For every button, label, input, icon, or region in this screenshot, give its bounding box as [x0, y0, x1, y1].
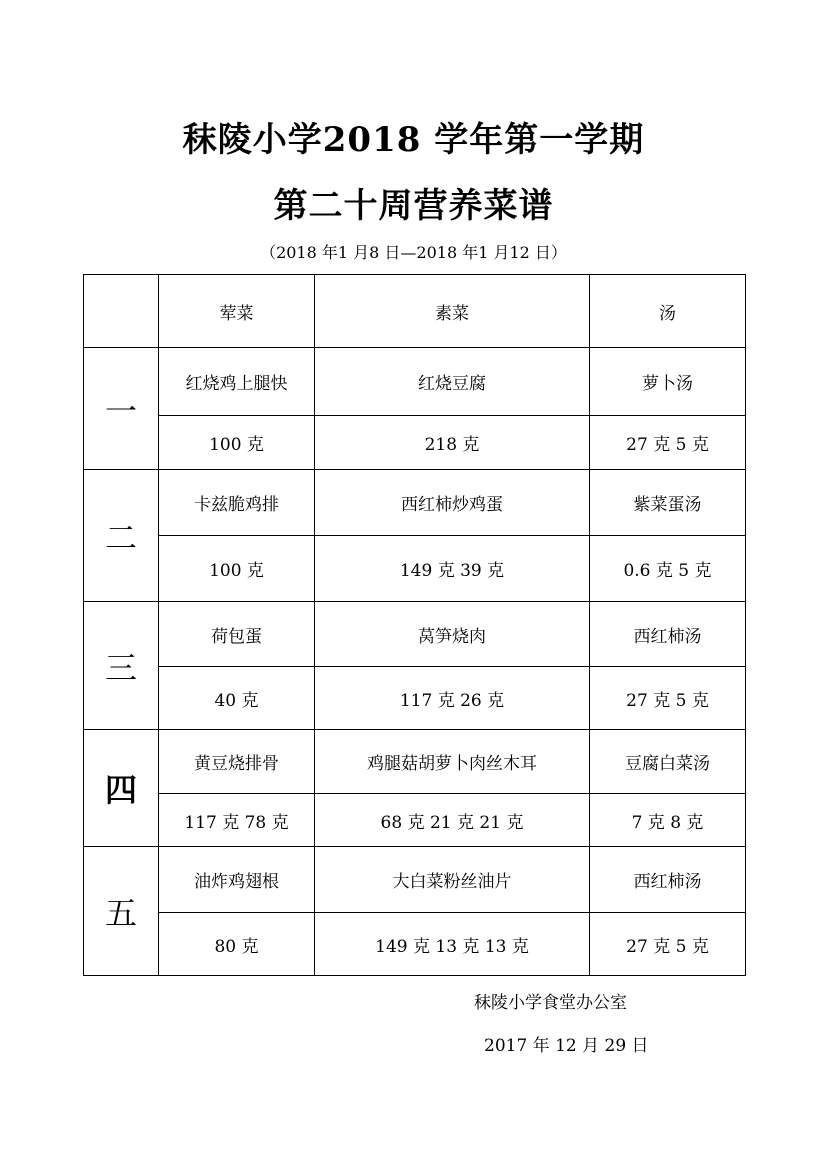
- veg-qty: 68 克 21 克 21 克: [315, 794, 590, 847]
- meat-dish: 黄豆烧排骨: [159, 730, 315, 794]
- soup-qty: 0.6 克 5 克: [590, 536, 746, 602]
- soup-qty: 7 克 8 克: [590, 794, 746, 847]
- table-row: [84, 667, 746, 730]
- day-label: 五: [84, 847, 159, 976]
- issue-date: 2017 年 12 月 29 日: [484, 1036, 649, 1056]
- soup-qty: 27 克 5 克: [590, 416, 746, 470]
- meat-dish: 卡兹脆鸡排: [159, 470, 315, 536]
- header-row: [84, 275, 746, 348]
- soup-dish: 萝卜汤: [590, 348, 746, 416]
- table-row: [84, 730, 746, 794]
- meat-qty: 100 克: [159, 416, 315, 470]
- table-row: [84, 602, 746, 667]
- table-row: [84, 470, 746, 536]
- date-range: （2018 年1 月8 日—2018 年1 月12 日）: [260, 243, 567, 262]
- document-subtitle: 第二十周营养菜谱: [273, 186, 554, 226]
- meat-qty: 40 克: [159, 667, 315, 730]
- meat-dish: 油炸鸡翅根: [159, 847, 315, 913]
- veg-dish: 西红柿炒鸡蛋: [315, 470, 590, 536]
- issuer-office: 秣陵小学食堂办公室: [474, 993, 627, 1013]
- header-cell-day: [84, 275, 159, 348]
- table-row: [84, 847, 746, 913]
- veg-dish: 莴笋烧肉: [315, 602, 590, 667]
- header-cell-soup: 汤: [590, 275, 746, 348]
- meat-qty: 80 克: [159, 913, 315, 976]
- table-row: [84, 416, 746, 470]
- veg-qty: 149 克 13 克 13 克: [315, 913, 590, 976]
- day-label: 二: [84, 470, 159, 602]
- soup-dish: 西红柿汤: [590, 602, 746, 667]
- soup-dish: 紫菜蛋汤: [590, 470, 746, 536]
- meat-qty: 117 克 78 克: [159, 794, 315, 847]
- veg-qty: 117 克 26 克: [315, 667, 590, 730]
- meat-dish: 红烧鸡上腿快: [159, 348, 315, 416]
- soup-qty: 27 克 5 克: [590, 667, 746, 730]
- header-cell-veg: 素菜: [315, 275, 590, 348]
- table-row: [84, 913, 746, 976]
- header-cell-meat: 荤菜: [159, 275, 315, 348]
- soup-dish: 西红柿汤: [590, 847, 746, 913]
- day-label: 一: [84, 348, 159, 470]
- document-title: 秣陵小学2018 学年第一学期: [182, 120, 645, 160]
- day-label: 四: [84, 730, 159, 847]
- table-row: [84, 348, 746, 416]
- veg-dish: 鸡腿菇胡萝卜肉丝木耳: [315, 730, 590, 794]
- meat-qty: 100 克: [159, 536, 315, 602]
- soup-qty: 27 克 5 克: [590, 913, 746, 976]
- meat-dish: 荷包蛋: [159, 602, 315, 667]
- veg-dish: 红烧豆腐: [315, 348, 590, 416]
- soup-dish: 豆腐白菜汤: [590, 730, 746, 794]
- veg-dish: 大白菜粉丝油片: [315, 847, 590, 913]
- table-row: [84, 794, 746, 847]
- table-row: [84, 536, 746, 602]
- veg-qty: 218 克: [315, 416, 590, 470]
- day-label: 三: [84, 602, 159, 730]
- menu-table: [83, 274, 746, 976]
- veg-qty: 149 克 39 克: [315, 536, 590, 602]
